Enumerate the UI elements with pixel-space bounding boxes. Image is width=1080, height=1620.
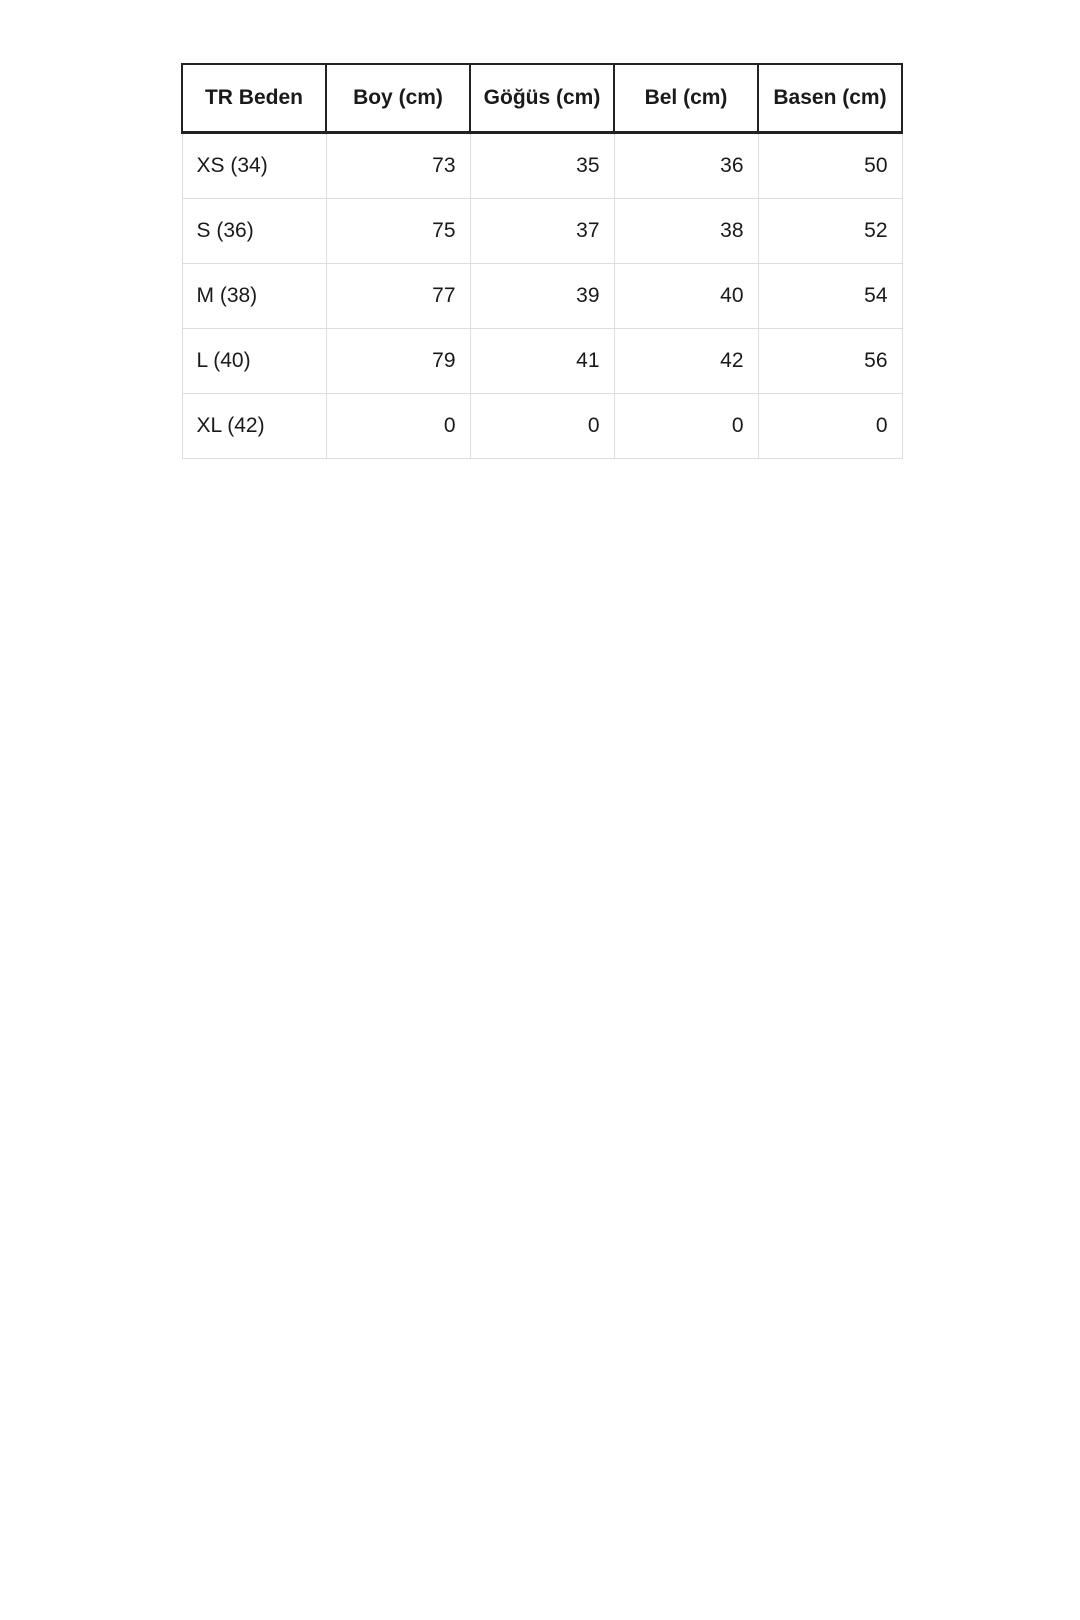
bel-value: 40	[614, 264, 758, 329]
basen-value: 56	[758, 329, 902, 394]
boy-value: 77	[326, 264, 470, 329]
size-chart-table	[181, 63, 903, 459]
header-gogus: Göğüs (cm)	[470, 64, 614, 133]
gogus-value: 0	[470, 394, 614, 459]
header-row	[182, 64, 902, 133]
size-label: S (36)	[182, 199, 326, 264]
size-label: L (40)	[182, 329, 326, 394]
boy-value: 75	[326, 199, 470, 264]
basen-value: 50	[758, 133, 902, 199]
table-row	[182, 264, 902, 329]
gogus-value: 39	[470, 264, 614, 329]
bel-value: 38	[614, 199, 758, 264]
bel-value: 42	[614, 329, 758, 394]
table-row	[182, 199, 902, 264]
basen-value: 0	[758, 394, 902, 459]
header-boy: Boy (cm)	[326, 64, 470, 133]
table-row	[182, 329, 902, 394]
gogus-value: 35	[470, 133, 614, 199]
size-label: XS (34)	[182, 133, 326, 199]
size-label: M (38)	[182, 264, 326, 329]
table-row	[182, 394, 902, 459]
size-label: XL (42)	[182, 394, 326, 459]
boy-value: 73	[326, 133, 470, 199]
boy-value: 0	[326, 394, 470, 459]
basen-value: 54	[758, 264, 902, 329]
size-chart-body	[182, 133, 902, 459]
header-basen: Basen (cm)	[758, 64, 902, 133]
gogus-value: 41	[470, 329, 614, 394]
table-row	[182, 133, 902, 199]
size-chart-header	[182, 64, 902, 133]
header-bel: Bel (cm)	[614, 64, 758, 133]
bel-value: 36	[614, 133, 758, 199]
boy-value: 79	[326, 329, 470, 394]
bel-value: 0	[614, 394, 758, 459]
basen-value: 52	[758, 199, 902, 264]
gogus-value: 37	[470, 199, 614, 264]
header-tr-beden: TR Beden	[182, 64, 326, 133]
